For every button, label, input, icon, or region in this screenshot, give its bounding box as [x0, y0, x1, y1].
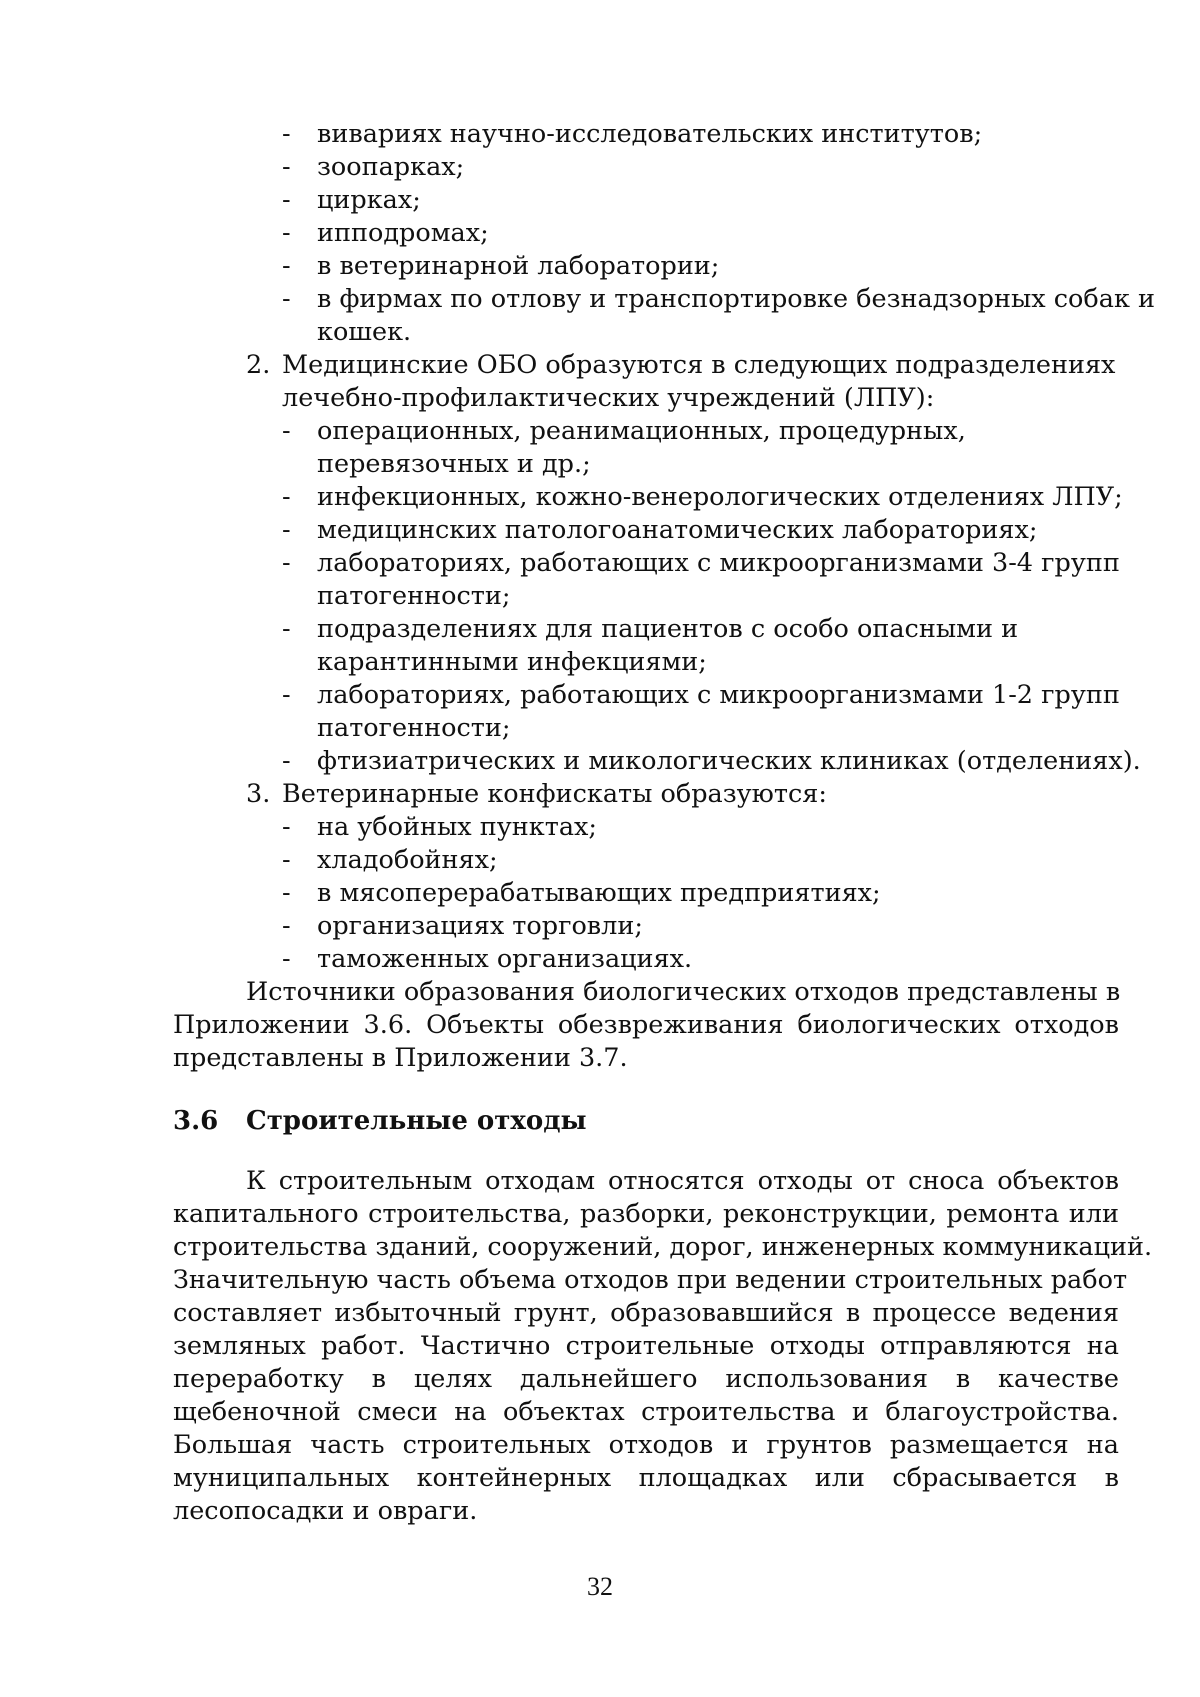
- list-item-heading-continuation: лечебно-профилактических учреждений (ЛПУ):: [282, 383, 935, 413]
- list-item: операционных, реанимационных, процедурных,: [317, 416, 966, 446]
- list-number: 3.: [246, 779, 271, 809]
- list-dash: -: [282, 845, 291, 875]
- paragraph-line: щебеночной смеси на объектах строительства и благоустройства.: [173, 1397, 1119, 1427]
- list-dash: -: [282, 482, 291, 512]
- list-item-continuation: карантинными инфекциями;: [317, 647, 707, 677]
- list-dash: -: [282, 119, 291, 149]
- list-item-continuation: перевязочных и др.;: [317, 449, 591, 479]
- list-dash: -: [282, 911, 291, 941]
- list-item: ипподромах;: [317, 218, 489, 248]
- list-dash: -: [282, 878, 291, 908]
- paragraph-line: Значительную часть объема отходов при ведении строительных работ: [173, 1265, 1128, 1295]
- list-item: таможенных организациях.: [317, 944, 693, 974]
- list-item: вивариях научно-исследовательских институтов;: [317, 119, 983, 149]
- list-dash: -: [282, 284, 291, 314]
- list-item-continuation: кошек.: [317, 317, 412, 347]
- list-dash: -: [282, 680, 291, 710]
- paragraph-line: переработку в целях дальнейшего использования в качестве: [173, 1364, 1119, 1394]
- paragraph-line: Большая часть строительных отходов и грунтов размещается на: [173, 1430, 1119, 1460]
- list-item: в фирмах по отлову и транспортировке безнадзорных собак и: [317, 284, 1155, 314]
- list-item-heading: Ветеринарные конфискаты образуются:: [282, 779, 827, 809]
- list-dash: -: [282, 944, 291, 974]
- list-dash: -: [282, 614, 291, 644]
- list-item: зоопарках;: [317, 152, 465, 182]
- section-number: 3.6: [173, 1106, 219, 1136]
- paragraph-line: строительства зданий, сооружений, дорог, инженерных коммуникаций.: [173, 1232, 1153, 1262]
- list-dash: -: [282, 218, 291, 248]
- list-item: хладобойнях;: [317, 845, 498, 875]
- paragraph-line: Приложении 3.6. Объекты обезвреживания биологических отходов: [173, 1010, 1119, 1040]
- paragraph-line: К строительным отходам относятся отходы от сноса объектов: [246, 1166, 1119, 1196]
- list-dash: -: [282, 812, 291, 842]
- list-item: медицинских патологоанатомических лабораториях;: [317, 515, 1038, 545]
- paragraph-line: капитального строительства, разборки, реконструкции, ремонта или: [173, 1199, 1119, 1229]
- list-item: лабораториях, работающих с микроорганизмами 3-4 групп: [317, 548, 1120, 578]
- list-dash: -: [282, 548, 291, 578]
- list-item: инфекционных, кожно-венерологических отделениях ЛПУ;: [317, 482, 1123, 512]
- paragraph-line: муниципальных контейнерных площадках или сбрасывается в: [173, 1463, 1119, 1493]
- list-item-heading: Медицинские ОБО образуются в следующих подразделениях: [282, 350, 1116, 380]
- section-title: Строительные отходы: [246, 1106, 587, 1136]
- paragraph-line: Источники образования биологических отходов представлены в: [246, 977, 1121, 1007]
- list-item: организациях торговли;: [317, 911, 643, 941]
- list-item: фтизиатрических и микологических клиниках (отделениях).: [317, 746, 1141, 776]
- list-dash: -: [282, 416, 291, 446]
- list-dash: -: [282, 746, 291, 776]
- list-item: подразделениях для пациентов с особо опасными и: [317, 614, 1019, 644]
- list-item: цирках;: [317, 185, 421, 215]
- list-item-continuation: патогенности;: [317, 713, 511, 743]
- list-item: на убойных пунктах;: [317, 812, 598, 842]
- paragraph-line: представлены в Приложении 3.7.: [173, 1043, 628, 1073]
- paragraph-line: лесопосадки и овраги.: [173, 1496, 478, 1526]
- list-item: в мясоперерабатывающих предприятиях;: [317, 878, 881, 908]
- paragraph-line: составляет избыточный грунт, образовавшийся в процессе ведения: [173, 1298, 1119, 1328]
- list-item-continuation: патогенности;: [317, 581, 511, 611]
- list-item: лабораториях, работающих с микроорганизмами 1-2 групп: [317, 680, 1120, 710]
- list-dash: -: [282, 185, 291, 215]
- list-dash: -: [282, 515, 291, 545]
- list-dash: -: [282, 152, 291, 182]
- list-number: 2.: [246, 350, 271, 380]
- list-item: в ветеринарной лаборатории;: [317, 251, 720, 281]
- paragraph-line: земляных работ. Частично строительные отходы отправляются на: [173, 1331, 1119, 1361]
- list-dash: -: [282, 251, 291, 281]
- page-number: 32: [587, 1572, 613, 1601]
